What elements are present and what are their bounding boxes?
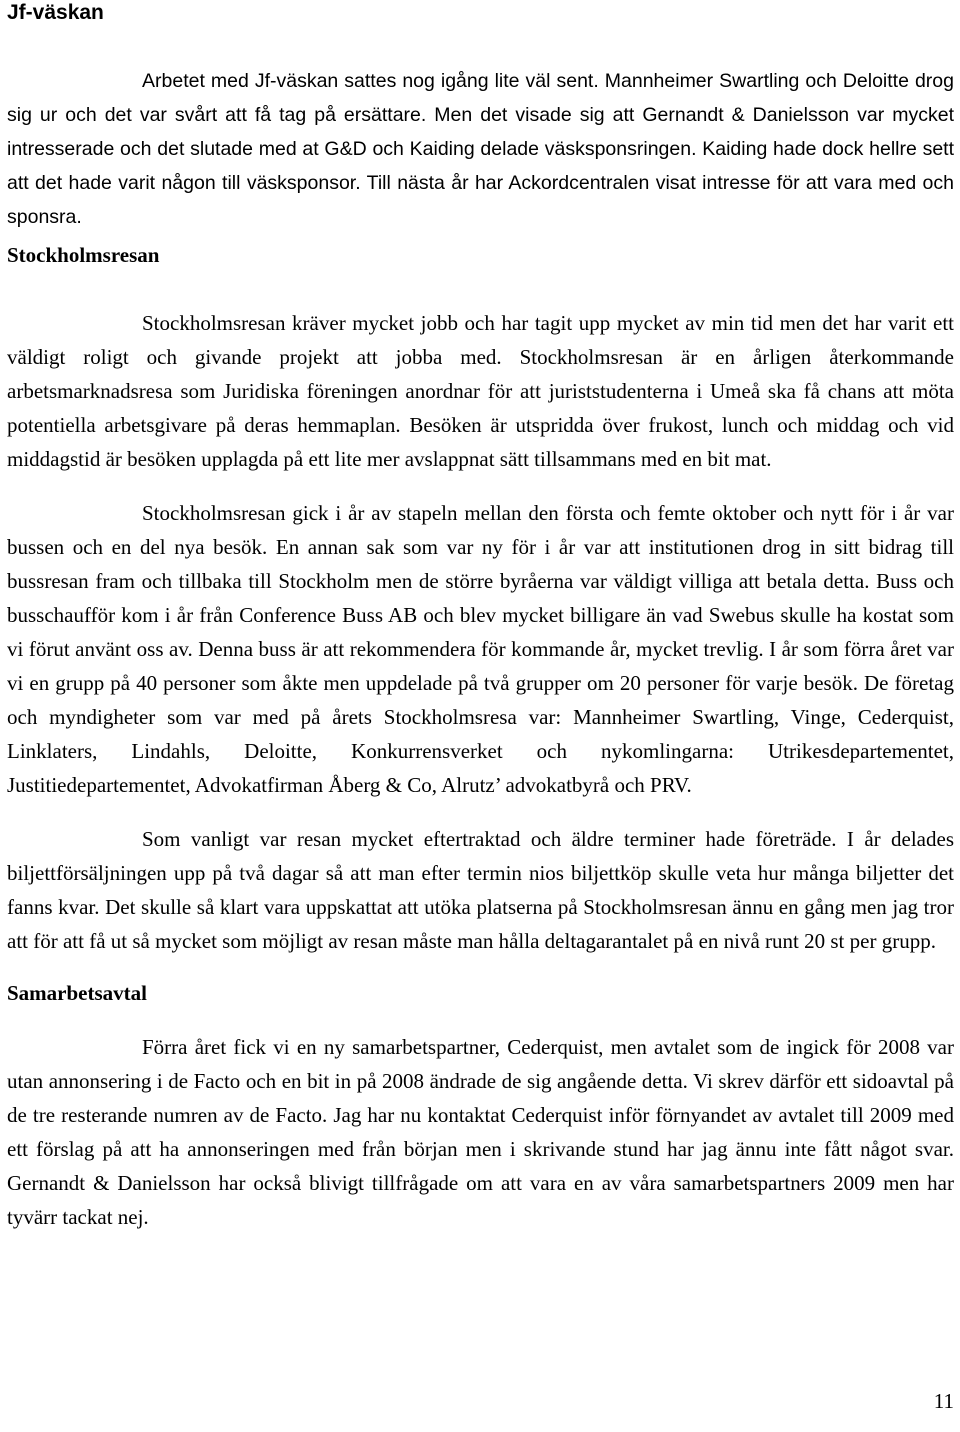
page-number: 11 <box>933 1389 954 1413</box>
spacer <box>7 476 954 496</box>
document-page <box>7 0 954 1234</box>
paragraph-stockholmsresan-1: Stockholmsresan kräver mycket jobb och har tagit upp mycket av min tid men det har varit ett väldigt roligt och givande projekt att jobba med. Stockholmsresan är en årligen återkommande arbetsmarknadsresa som Juridiska föreningen anordnar för att juriststudenterna i Umeå ska få chans att möta potentiella arbetsgivare på deras hemmaplan. Besöken är utspridda över frukost, lunch och middag och vid middagstid är besöken upplagda på ett lite mer avslappnat sätt tillsammans med en bit mat. <box>7 311 954 471</box>
section-heading-stockholmsresan: Stockholmsresan <box>7 243 160 267</box>
paragraph-stockholmsresan-2: Stockholmsresan gick i år av stapeln mellan den första och femte oktober och nytt för i år var bussen och en del nya besök. En annan sak som var ny för i år var att institutionen drog in sitt bidrag till bussresan fram och tillbaka till Stockholm men de större byråerna var väldigt villiga att betala detta. Buss och busschaufför kom i år från Conference Buss AB och blev mycket billigare än vad Swebus skulle ha kostat som vi förut använt oss av. Denna buss är att rekommendera för kommande år, mycket trevlig. I år som förra året var vi en grupp på 40 personer som åkte men uppdelade på två grupper om 20 personer för varje besök. De företag och myndigheter som var med på årets Stockholmsresa var: Mannheimer Swartling, Vinge, Cederquist, Linklaters, Lindahls, Deloitte, Konkurrensverket och nykomlingarna: Utrikesdepartementet, Justitiedepartementet, Advokatfirman Åberg & Co, Alrutz’ advokatbyrå och PRV. <box>7 501 954 797</box>
spacer <box>7 802 954 822</box>
spacer <box>7 30 954 64</box>
paragraph-jf-vaskan: Arbetet med Jf-väskan sattes nog igång lite väl sent. Mannheimer Swartling och Deloitte drog sig ur och det var svårt att få tag på ersättare. Men det visade sig att Gernandt & Danielsson var mycket intresserade och det slutade med at G&D och Kaiding delade väsksponsringen. Kaiding hade dock hellre sett att det hade varit någon till väsksponsor. Till nästa år har Ackordcentralen visat intresse för att vara med och sponsra. <box>7 70 954 228</box>
spacer <box>7 958 954 976</box>
spacer <box>7 272 954 306</box>
paragraph-samarbetsavtal: Förra året fick vi en ny samarbetspartner, Cederquist, men avtalet som de ingick för 2008 var utan annonsering i de Facto och en bit in på 2008 ändrade de sig angående detta. Vi skrev därför ett sidoavtal på de tre resterande numren av de Facto. Jag har nu kontaktat Cederquist inför förnyandet av avtalet till 2009 med ett förslag på att ha annonseringen med från början men i skrivande stund har jag ännu inte fått något svar. Gernandt & Danielsson har också blivigt tillfrågade om att vara en av våra samarbetspartners 2009 men har tyvärr tackat nej. <box>7 1035 954 1229</box>
section-heading-samarbetsavtal: Samarbetsavtal <box>7 981 147 1005</box>
spacer <box>7 1010 954 1030</box>
paragraph-stockholmsresan-3: Som vanligt var resan mycket eftertraktad och äldre terminer hade företräde. I år delades biljettförsäljningen upp på två dagar så att man efter termin nios biljettköp skulle veta hur många biljetter det fanns kvar. Det skulle så klart vara uppskattat att utöka platserna på Stockholmsresan ännu en gång men jag tror att för att få ut så mycket som möjligt av resan måste man hålla deltagarantalet på en nivå runt 20 st per grupp. <box>7 827 954 953</box>
section-heading-jf-vaskan: Jf-väskan <box>7 1 104 24</box>
